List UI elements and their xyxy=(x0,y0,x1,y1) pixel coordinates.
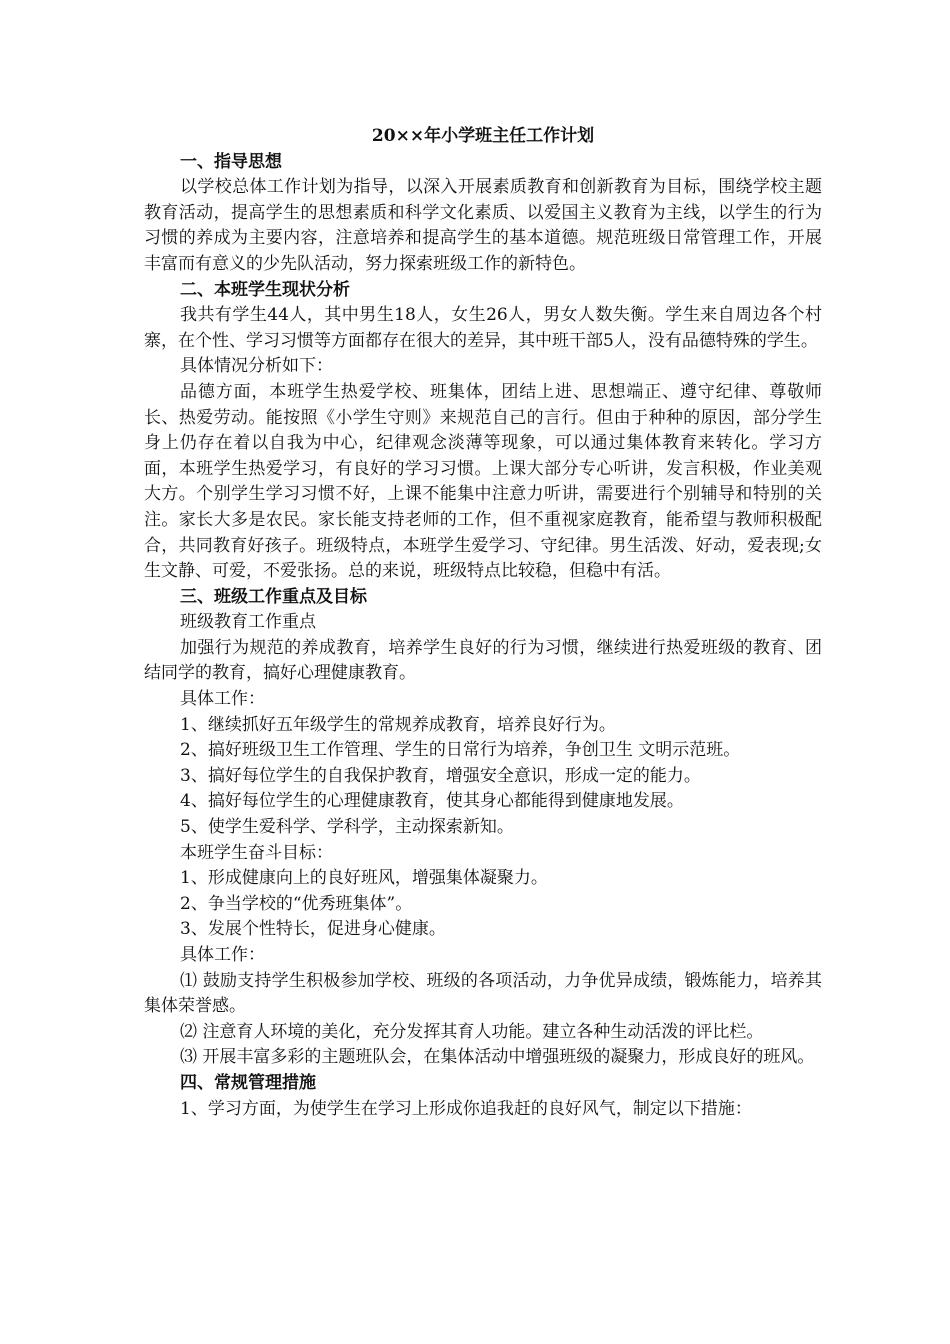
paragraph-analysis-intro: 具体情况分析如下： xyxy=(180,356,333,377)
list-item-goal: 1、形成健康向上的良好班风，增强集体凝聚力。 xyxy=(180,868,548,889)
label-specific-tasks: 具体工作： xyxy=(180,689,265,710)
paragraph-education-focus: 加强行为规范的养成教育，培养学生良好的行为习惯，继续进行热爱班级的教育、团结同学的教育，搞好心理健康教育。 xyxy=(144,637,822,684)
section-heading-routine-management: 四、常规管理措施 xyxy=(180,1072,316,1093)
paragraph-study-measures: 1、学习方面，为使学生在学习上形成你追我赶的良好风气，制定以下措施： xyxy=(180,1098,752,1119)
document-page xyxy=(144,124,822,1122)
list-item-work: ⑵ 注意育人环境的美化，充分发挥其育人功能。建立各种生动活泼的评比栏。 xyxy=(180,1021,764,1042)
list-item-goal: 2、争当学校的“优秀班集体”。 xyxy=(180,893,413,914)
label-specific-work: 具体工作： xyxy=(180,945,265,965)
list-item-task: 4、搞好每位学生的心理健康教育，使其身心都能得到健康地发展。 xyxy=(180,791,684,812)
section-heading-focus-goals: 三、班级工作重点及目标 xyxy=(180,586,367,607)
list-item-task: 5、使学生爱科学、学科学，主动探索新知。 xyxy=(180,817,514,838)
list-item-goal: 3、发展个性特长，促进身心健康。 xyxy=(180,919,446,940)
label-class-goals: 本班学生奋斗目标： xyxy=(180,842,333,863)
list-item-task: 3、搞好每位学生的自我保护教育，增强安全意识，形成一定的能力。 xyxy=(180,765,701,786)
subheading-education-focus: 班级教育工作重点 xyxy=(180,612,316,633)
list-item-work: ⑴ 鼓励支持学生积极参加学校、班级的各项活动，力争优异成绩，锻炼能力，培养其集体荣誉感。 xyxy=(144,970,822,1017)
paragraph-guiding-ideology: 以学校总体工作计划为指导，以深入开展素质教育和创新教育为目标，围绕学校主题教育活动，提高学生的思想素质和科学文化素质、以爱国主义教育为主线，以学生的行为习惯的养成为主要内容，注意培养和提高学生的基本道德。规范班级日常管理工作，开展丰富而有意义的少先队活动，努力探索班级工作的新特色。 xyxy=(144,177,822,274)
list-item-task: 1、继续抓好五年级学生的常规养成教育，培养良好行为。 xyxy=(180,714,616,735)
section-heading-guiding-ideology: 一、指导思想 xyxy=(180,151,282,172)
paragraph-class-overview: 我共有学生44人，其中男生18人，女生26人，男女人数失衡。学生来自周边各个村寨，在个性、学习习惯等方面都存在很大的差异，其中班干部5人，没有品德特殊的学生。 xyxy=(144,305,822,351)
paragraph-detailed-analysis: 品德方面，本班学生热爱学校、班集体，团结上进、思想端正、遵守纪律、尊敬师长、热爱劳动。能按照《小学生守则》来规范自己的言行。但由于种种的原因，部分学生身上仍存在着以自我为中心，纪律观念淡薄等现象，可以通过集体教育来转化。学习方面，本班学生热爱学习，有良好的学习习惯。上课大部分专心听讲，发言积极，作业美观大方。个别学生学习习惯不好，上课不能集中注意力听讲，需要进行个别辅导和特别的关注。家长大多是农民。家长能支持老师的工作，但不重视家庭教育，能希望与教师积极配合，共同教育好孩子。班级特点，本班学生爱学习、守纪律。男生活泼、好动，爱表现;女生文静、可爱，不爱张扬。总的来说，班级特点比较稳，但稳中有活。 xyxy=(144,381,822,582)
document-title: 20××年小学班主任工作计划 xyxy=(371,126,595,146)
section-heading-class-status: 二、本班学生现状分析 xyxy=(180,279,350,300)
list-item-work: ⑶ 开展丰富多彩的主题班队会，在集体活动中增强班级的凝聚力，形成良好的班风。 xyxy=(180,1047,815,1068)
list-item-task: 2、搞好班级卫生工作管理、学生的日常行为培养，争创卫生 文明示范班。 xyxy=(180,740,741,761)
